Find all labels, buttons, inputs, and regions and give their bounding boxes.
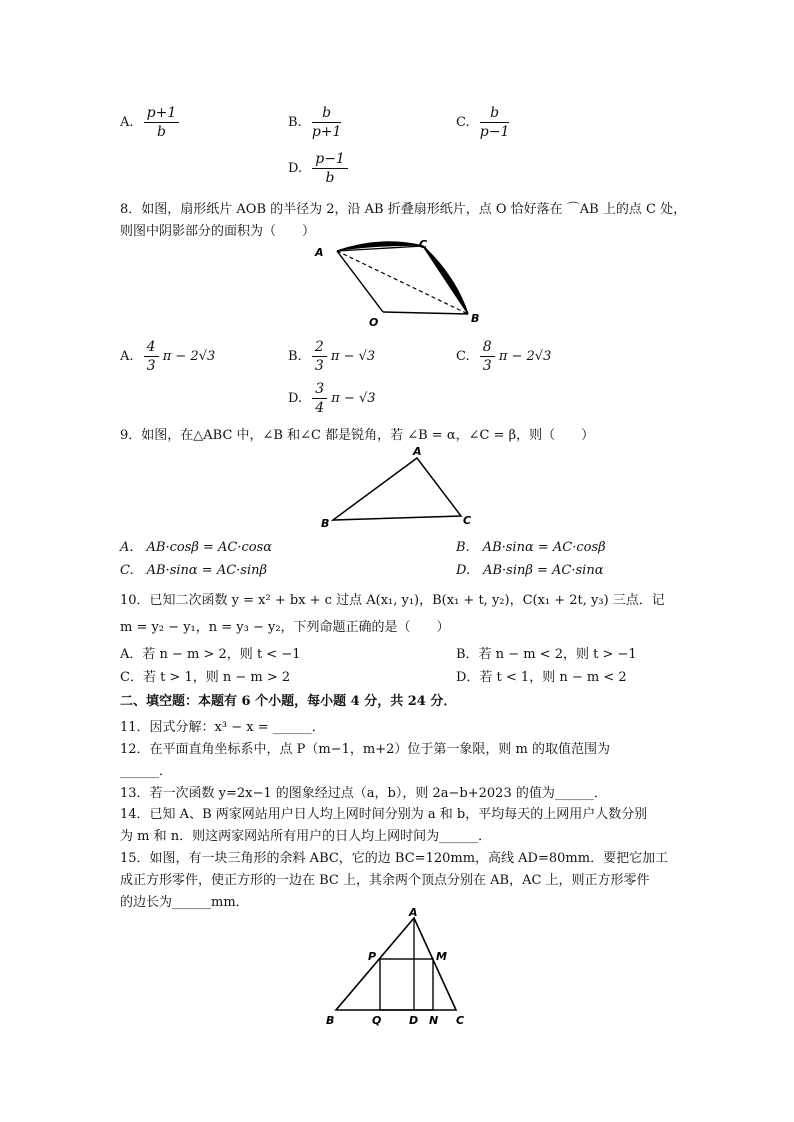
numerator: b (480, 104, 510, 123)
fraction (312, 150, 348, 187)
q8-stem-line2: 则图中阴影部分的面积为（ ） (120, 224, 316, 239)
q10-option-c: C．若 t > 1，则 n − m > 2 (120, 670, 291, 685)
radius-ob (383, 312, 468, 314)
q9-option-c: C. AB·sinα = AC·sinβ (120, 563, 268, 578)
q12-line1: 12．在平面直角坐标系中，点 P（m−1，m+2）位于第一象限，则 m 的取值范围为 (120, 742, 610, 757)
option-label: C. (456, 115, 470, 130)
label-c: C (463, 514, 472, 527)
option-label: A. (120, 115, 134, 130)
q9-option-a: A. AB·cosβ = AC·cosα (120, 540, 273, 555)
q9-option-b: B. AB·sinα = AC·cosβ (456, 540, 606, 555)
denominator: b (325, 170, 335, 186)
numerator: p−1 (312, 150, 348, 169)
label-d: D (409, 1014, 419, 1027)
label-b: B (326, 1014, 335, 1027)
expression: π − √3 (331, 391, 376, 406)
q15-line2: 成正方形零件，使正方形的一边在 BC 上，其余两个顶点分别在 AB，AC 上，则正方形零件 (120, 873, 650, 888)
q7-option-c (456, 104, 509, 141)
triangle-abc (333, 458, 461, 520)
numerator: 4 (144, 338, 159, 357)
q10-option-d: D．若 t < 1，则 n − m < 2 (456, 670, 627, 685)
q7-option-b (288, 104, 341, 141)
q7-option-a (120, 104, 179, 141)
fraction (312, 380, 327, 417)
q10-option-a: A．若 n − m > 2，则 t < −1 (120, 647, 301, 662)
option-label: A. (120, 349, 134, 364)
option-label: B. (288, 349, 302, 364)
fraction (480, 338, 495, 375)
label-m: M (436, 950, 447, 963)
q7-option-d (288, 150, 348, 187)
label-c: C (456, 1014, 465, 1027)
q8-figure (305, 236, 495, 331)
q14-line2: 为 m 和 n．则这两家网站所有用户的日人均上网时间为______． (120, 829, 492, 844)
expression: π − 2√3 (162, 349, 216, 364)
label-q: Q (372, 1014, 382, 1027)
option-label: B. (288, 115, 302, 130)
denominator: 3 (314, 358, 324, 374)
q15-line3: 的边长为______mm． (120, 895, 249, 910)
triangle-abc (336, 918, 456, 1010)
denominator: b (156, 124, 166, 140)
q12-line2: ______． (120, 764, 173, 779)
fraction (312, 338, 327, 375)
q8-option-a (120, 338, 215, 375)
q10-option-b: B．若 n − m < 2，则 t > −1 (456, 647, 637, 662)
square-pqnm (380, 959, 433, 1010)
denominator: p−1 (479, 124, 510, 140)
label-p: P (368, 950, 377, 963)
expression: π − √3 (330, 349, 376, 364)
q9-figure (315, 444, 485, 530)
q10-stem-line1: 10．已知二次函数 y = x² + bx + c 过点 A(x₁, y₁)，B(x₁ + t, y₂)，C(x₁ + 2t, y₃) 三点．记 (120, 593, 665, 608)
q14-line1: 14．已知 A、B 两家网站用户日人均上网时间分别为 a 和 b，平均每天的上网用户人数分别 (120, 807, 648, 822)
q13: 13．若一次函数 y=2x−1 的图象经过点（a，b），则 2a−b+2023 的值为______． (120, 786, 607, 801)
q8-option-d (288, 380, 376, 417)
q8-option-c (456, 338, 551, 375)
q8-option-b (288, 338, 375, 375)
denominator: 4 (315, 400, 325, 416)
q15-figure (320, 906, 480, 1030)
numerator: p+1 (144, 104, 180, 123)
fraction (144, 104, 180, 141)
denominator: p+1 (311, 124, 342, 140)
option-label: D. (288, 161, 303, 176)
label-b: B (321, 517, 330, 530)
expression: π − 2√3 (498, 349, 552, 364)
denominator: 3 (482, 358, 492, 374)
q11: 11．因式分解：x³ − x = ______． (120, 720, 325, 735)
q9-stem: 9．如图，在△ABC 中，∠B 和∠C 都是锐角，若 ∠B = α，∠C = β，则（ ） (120, 428, 595, 443)
label-c: C (419, 238, 428, 251)
label-a: A (413, 445, 422, 458)
fraction (480, 104, 510, 141)
radius-oa (337, 251, 383, 312)
fraction (312, 104, 342, 141)
numerator: 2 (312, 338, 327, 357)
option-label: D. (288, 391, 303, 406)
q15-line1: 15．如图，有一块三角形的余料 ABC，它的边 BC=120mm，高线 AD=80mm．要把它加工 (120, 851, 669, 866)
q10-stem-line2: m = y₂ − y₁，n = y₃ − y₂，下列命题正确的是（ ） (120, 620, 450, 635)
label-n: N (429, 1014, 439, 1027)
numerator: 3 (312, 380, 327, 399)
denominator: 3 (146, 358, 156, 374)
fraction (144, 338, 159, 375)
label-o: O (369, 316, 379, 329)
q9-option-d: D. AB·sinβ = AC·sinα (456, 563, 604, 578)
label-a: A (315, 246, 324, 259)
numerator: 8 (480, 338, 495, 357)
label-b: B (471, 312, 480, 325)
numerator: b (312, 104, 342, 123)
option-label: C. (456, 349, 470, 364)
label-a: A (409, 906, 418, 919)
q8-stem-line1: 8．如图，扇形纸片 AOB 的半径为 2，沿 AB 折叠扇形纸片，点 O 恰好落在 ⌒AB 上的点 C 处， (120, 202, 687, 217)
section-heading-fill-in: 二、填空题：本题有 6 个小题，每小题 4 分，共 24 分． (120, 694, 457, 709)
